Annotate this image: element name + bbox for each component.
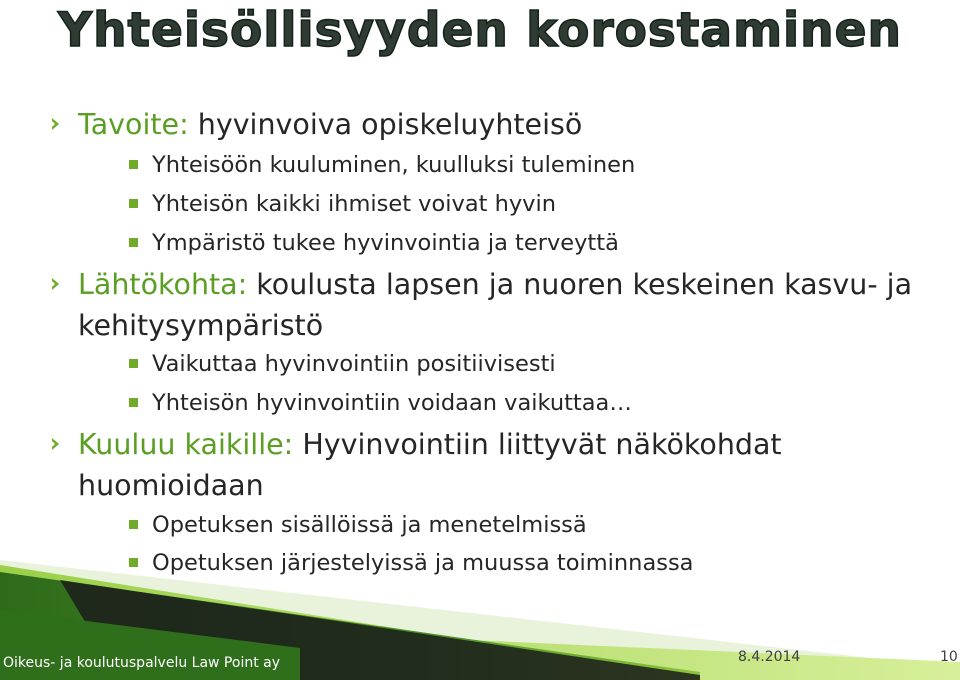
bullet-3 bbox=[78, 424, 938, 506]
arrow-bullet-icon bbox=[52, 278, 59, 290]
footer-page-number: 10 bbox=[940, 649, 958, 665]
sub-bullet-text: Opetuksen sisällöissä ja menetelmissä bbox=[152, 512, 587, 538]
bullet-text: Hyvinvointiin liittyvät näkökohdat huomioidaan bbox=[78, 428, 782, 502]
sub-bullet-text: Yhteisön kaikki ihmiset voivat hyvin bbox=[152, 191, 556, 217]
sub-bullet-text: Yhteisöön kuuluminen, kuulluksi tuleminen bbox=[152, 152, 636, 178]
sub-bullet bbox=[152, 510, 932, 540]
sub-bullet bbox=[152, 548, 932, 578]
sub-bullet-text: Yhteisön hyvinvointiin voidaan vaikuttaa… bbox=[152, 390, 632, 416]
square-bullet-icon bbox=[129, 398, 138, 407]
sub-bullet bbox=[152, 189, 932, 219]
sub-bullet bbox=[152, 388, 932, 418]
arrow-bullet-icon bbox=[52, 118, 59, 130]
square-bullet-icon bbox=[129, 520, 138, 529]
bullet-header: Tavoite: bbox=[78, 108, 189, 141]
sub-bullet-text: Opetuksen järjestelyissä ja muussa toiminnassa bbox=[152, 550, 694, 576]
bullet-header: Kuuluu kaikille: bbox=[78, 428, 294, 461]
sub-bullet-text: Vaikuttaa hyvinvointiin positiivisesti bbox=[152, 351, 556, 377]
slide-title: Yhteisöllisyyden korostaminen bbox=[58, 3, 902, 58]
bullet-text: hyvinvoiva opiskeluyhteisö bbox=[188, 108, 583, 141]
sub-bullet-text: Ympäristö tukee hyvinvointia ja terveyttä bbox=[152, 230, 619, 256]
square-bullet-icon bbox=[129, 558, 138, 567]
sub-bullet bbox=[152, 349, 932, 379]
footer-date: 8.4.2014 bbox=[738, 649, 801, 665]
sub-bullet bbox=[152, 150, 932, 180]
square-bullet-icon bbox=[129, 238, 138, 247]
square-bullet-icon bbox=[129, 359, 138, 368]
bullet-text: koulusta lapsen ja nuoren keskeinen kasvu- ja kehitysympäristö bbox=[78, 268, 913, 342]
square-bullet-icon bbox=[129, 160, 138, 169]
square-bullet-icon bbox=[129, 199, 138, 208]
sub-bullet bbox=[152, 228, 932, 258]
bullet-header: Lähtökohta: bbox=[78, 268, 248, 301]
bullet-1 bbox=[78, 104, 938, 145]
arrow-bullet-icon bbox=[52, 438, 59, 450]
footer-organization: Oikeus- ja koulutuspalvelu Law Point ay bbox=[3, 655, 281, 671]
bullet-2 bbox=[78, 264, 938, 346]
